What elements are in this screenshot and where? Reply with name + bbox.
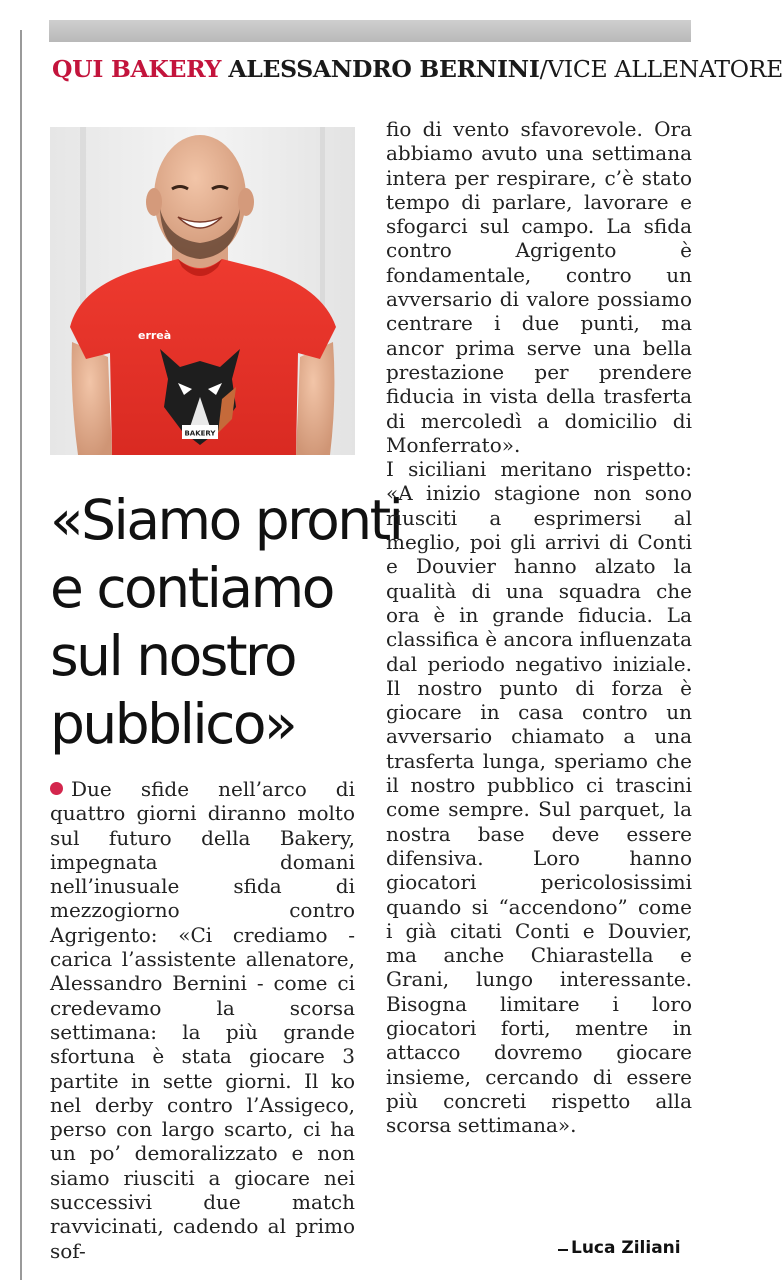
page-margin-rule [20, 30, 22, 1280]
article-paragraph: I siciliani meritano rispetto: «A inizio stagione non sono riusciti a esprimersi al meglio, poi gli arrivi di Conti e Douvier hanno alzato la qualità di una squadra che ora è in grande fiducia. La classifica è ancora influenzata dal periodo negativo iniziale. Il nostro punto di forza è giocare in casa contro un avversario chiamato a una trasferta lunga, speriamo che il nostro pubblico ci trascini come sempre. Sul parquet, la nostra base deve essere difensiva. Loro hanno giocatori pericolosissimi quando si “accendono” come i già citati Conti e Douvier, ma anche Chiarastella e Grani, lungo interessante. Bisogna limitare i loro giocatori forti, mentre in attacco dovremo giocare insieme, cercando di essere più concreti rispetto alla scorsa settimana». [386, 457, 692, 1138]
headline-line: sul nostro [50, 624, 296, 688]
article-headline [50, 486, 402, 758]
shirt-brand: erreà [138, 329, 172, 342]
bullet-dot-icon [50, 782, 63, 795]
headline-line: pubblico» [50, 692, 296, 756]
portrait-photo [50, 127, 355, 455]
byline [558, 1238, 698, 1262]
kicker-role: VICE ALLENATORE [547, 55, 783, 83]
section-header-bar [49, 20, 691, 42]
kicker-name: ALESSANDRO BERNINI [228, 55, 540, 83]
article-kicker [52, 52, 783, 86]
kicker-section: QUI BAKERY [52, 55, 222, 83]
badge-text: BAKERY [184, 429, 216, 438]
article-paragraph: fio di vento sfavorevole. Ora abbiamo avuto una settimana intera per respirare, c’è stato tempo di parlare, lavorare e sfogarci sul campo. La sfida contro Agrigento è fondamentale, contro un avversario di valore possiamo centrare i due punti, ma ancor prima serve una bella prestazione per prendere fiducia in vista della trasferta di mercoledì a domicilio di Monferrato». [386, 117, 692, 457]
headline-line: «Siamo pronti [50, 488, 402, 552]
kicker-separator: / [539, 55, 548, 83]
byline-dash [558, 1249, 568, 1251]
headline-line: e contiamo [50, 556, 333, 620]
author-name: Luca Ziliani [571, 1238, 681, 1258]
article-lead-text: Due sfide nell’arco di quattro giorni diranno molto sul futuro della Bakery, impegnata domani nell’inusuale sfida di mezzogiorno contro Agrigento: «Ci crediamo - carica l’assistente allenatore, Alessandro Bernini - come ci credevamo la scorsa settimana: la più grande sfortuna è stata giocare 3 partite in sette giorni. Il ko nel derby contro l’Assigeco, perso con largo scarto, ci ha un po’ demoralizzato e non siamo riusciti a giocare nei successivi due match ravvicinati, cadendo al primo sof- [50, 777, 355, 1263]
article-column-left [50, 777, 355, 1263]
article-column-right [386, 117, 692, 1137]
